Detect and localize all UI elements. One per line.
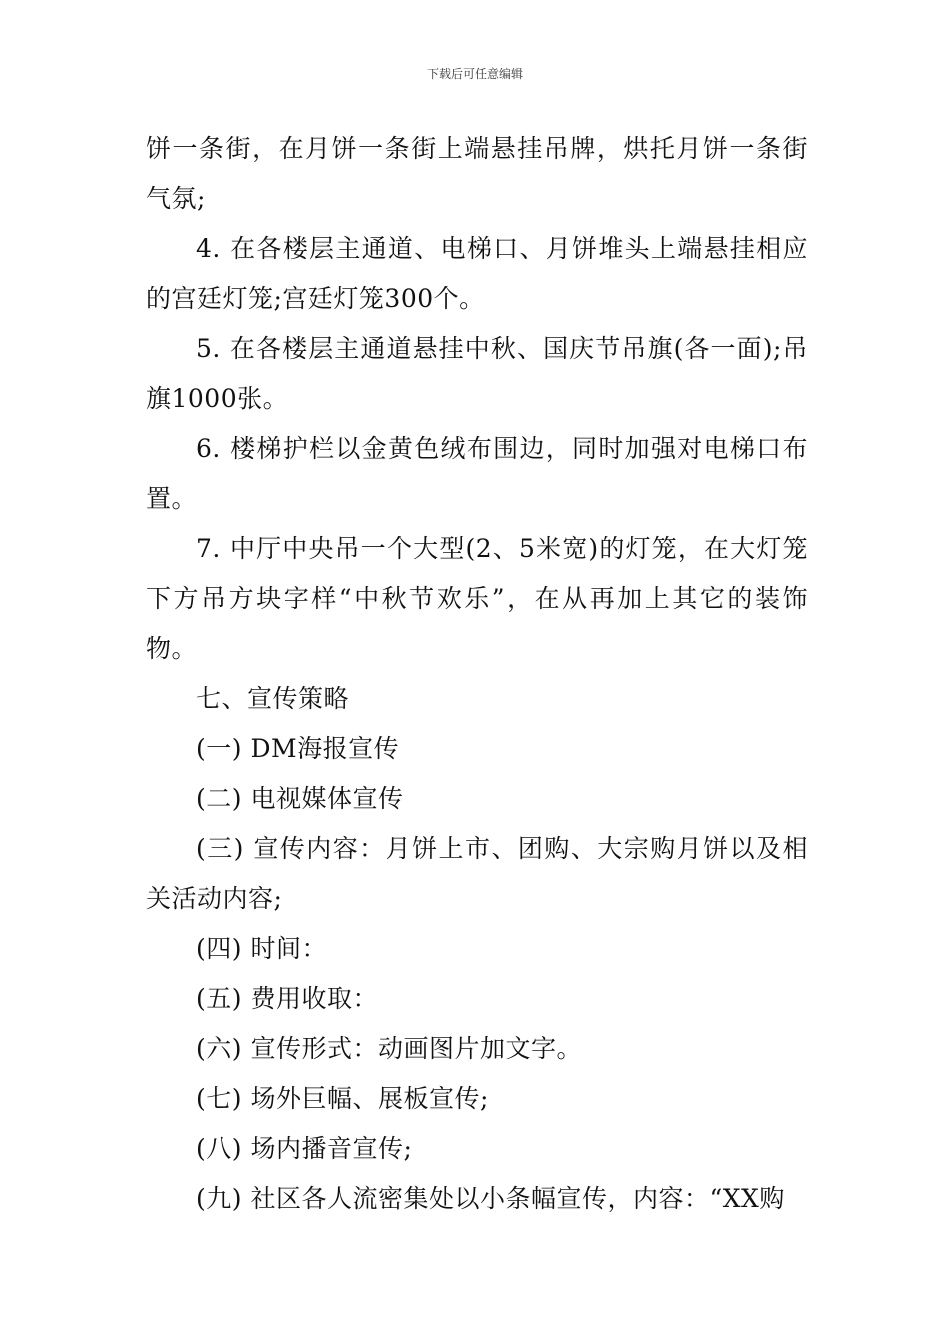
page-header-note: 下载后可任意编辑 <box>426 67 523 81</box>
paragraph-item-4: 4. 在各楼层主通道、电梯口、月饼堆头上端悬挂相应的宫廷灯笼;宫廷灯笼300个。 <box>146 234 808 313</box>
list-item-dm-poster: (一) DM海报宣传 <box>196 734 400 763</box>
list-item-time: (四) 时间： <box>196 934 327 963</box>
list-item-fees: (五) 费用收取： <box>196 984 378 1013</box>
list-item-community-banners: (九) 社区各人流密集处以小条幅宣传，内容：“XX购 <box>196 1184 785 1213</box>
paragraph-item-5: 5. 在各楼层主通道悬挂中秋、国庆节吊旗(各一面);吊旗1000张。 <box>146 334 808 413</box>
paragraph-continuation: 饼一条街，在月饼一条街上端悬挂吊牌，烘托月饼一条街气氛; <box>146 134 808 213</box>
section-heading-promotion-strategy: 七、宣传策略 <box>196 684 350 713</box>
list-item-promo-format: (六) 宣传形式：动画图片加文字。 <box>196 1034 582 1063</box>
list-item-indoor-broadcast: (八) 场内播音宣传; <box>196 1134 413 1163</box>
list-item-promo-content: (三) 宣传内容：月饼上市、团购、大宗购月饼以及相关活动内容; <box>146 834 808 913</box>
paragraph-item-6: 6. 楼梯护栏以金黄色绒布围边，同时加强对电梯口布置。 <box>146 434 808 513</box>
paragraph-item-7: 7. 中厅中央吊一个大型(2、5米宽)的灯笼，在大灯笼下方吊方块字样“中秋节欢乐”，在从再加上其它的装饰物。 <box>146 534 808 663</box>
list-item-tv-media: (二) 电视媒体宣传 <box>196 784 404 813</box>
list-item-outdoor-banners: (七) 场外巨幅、展板宣传; <box>196 1084 489 1113</box>
document-body <box>146 124 808 1224</box>
